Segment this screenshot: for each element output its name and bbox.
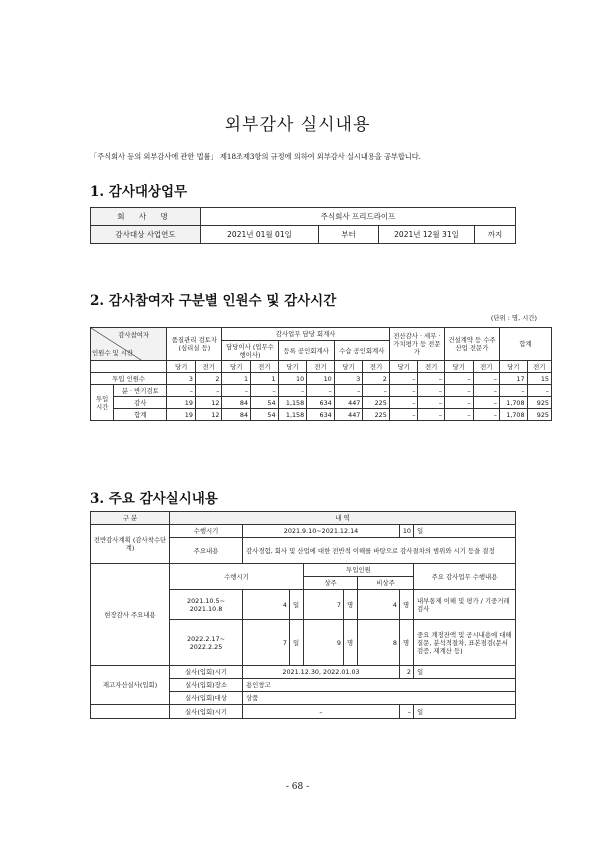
cur-label: 당기 bbox=[389, 361, 418, 373]
person-unit: 명 bbox=[400, 590, 414, 620]
page-number: - 68 - bbox=[285, 782, 310, 792]
field-nonresident: 8 bbox=[358, 620, 400, 666]
field-period: 2022.2.17~ 2022.2.25 bbox=[170, 620, 243, 666]
period-to: 2021년 12월 31일 bbox=[379, 226, 475, 244]
sum-label: 합계 bbox=[114, 409, 167, 421]
sum-value: – bbox=[444, 409, 473, 421]
page-title: 외부감사 실시내용 bbox=[224, 115, 371, 135]
inventory-place: 용인창고 bbox=[243, 679, 516, 692]
day-unit: 일 bbox=[290, 620, 304, 666]
company-label: 회 사 명 bbox=[91, 208, 201, 226]
sum-value: 1,158 bbox=[278, 409, 307, 421]
review-label: 분 · 반기검토 bbox=[114, 385, 167, 397]
headcount-value: – bbox=[473, 373, 499, 385]
financial-time-label: 실사(입회)시기 bbox=[170, 705, 243, 719]
field-staff-label: 투입인원 bbox=[304, 564, 414, 577]
audit-value: 1,158 bbox=[278, 397, 307, 409]
sum-value: 84 bbox=[222, 409, 251, 421]
audit-value: 225 bbox=[363, 397, 389, 409]
prev-label: 전기 bbox=[363, 361, 389, 373]
period-header-row bbox=[91, 361, 552, 373]
audit-value: 19 bbox=[167, 397, 196, 409]
col-category: 구 분 bbox=[91, 512, 170, 525]
cur-label: 당기 bbox=[167, 361, 196, 373]
unit-note: (단위 : 명, 시간) bbox=[490, 314, 537, 322]
table-row bbox=[91, 409, 552, 421]
corner-top: 감사참여자 bbox=[118, 331, 150, 339]
sum-value: 634 bbox=[307, 409, 335, 421]
review-value: – bbox=[444, 385, 473, 397]
headcount-value: 17 bbox=[500, 373, 528, 385]
headcount-value: 1 bbox=[222, 373, 251, 385]
section1-heading: 1. 감사대상업무 bbox=[90, 184, 188, 200]
inventory-target: 상품 bbox=[243, 692, 516, 705]
sum-value: 225 bbox=[363, 409, 389, 421]
company-name: 주식회사 프리드라이프 bbox=[201, 208, 516, 226]
sum-value: 12 bbox=[195, 409, 221, 421]
review-value: – bbox=[500, 385, 528, 397]
headcount-value: 3 bbox=[167, 373, 196, 385]
headcount-value: 10 bbox=[307, 373, 335, 385]
prev-label: 전기 bbox=[307, 361, 335, 373]
trainee-cpa-header: 수습 공인회계사 bbox=[334, 341, 389, 361]
table-row bbox=[91, 397, 552, 409]
audit-value: – bbox=[389, 397, 418, 409]
review-value: – bbox=[167, 385, 196, 397]
field-days: 7 bbox=[243, 620, 290, 666]
person-unit: 명 bbox=[344, 590, 358, 620]
review-value: – bbox=[278, 385, 307, 397]
table-row bbox=[91, 373, 552, 385]
field-period-label: 수행시기 bbox=[170, 564, 304, 590]
inventory-time-label: 실사(입회)시기 bbox=[170, 666, 243, 679]
audit-value: 54 bbox=[251, 397, 279, 409]
audit-value: 1,708 bbox=[500, 397, 528, 409]
section2-heading: 2. 감사참여자 구분별 인원수 및 감사시간 bbox=[90, 293, 337, 309]
headcount-value: – bbox=[444, 373, 473, 385]
registered-cpa-header: 등록 공인회계사 bbox=[278, 341, 334, 361]
person-unit: 명 bbox=[344, 620, 358, 666]
headcount-value: 1 bbox=[251, 373, 279, 385]
field-resident: 9 bbox=[304, 620, 344, 666]
sum-value: 19 bbox=[167, 409, 196, 421]
audit-value: 925 bbox=[527, 397, 551, 409]
cpa-group-header: 감사업무 담당 회계사 bbox=[222, 328, 389, 341]
staff-hours-table bbox=[90, 327, 552, 421]
field-desc: 중요 계정잔액 및 공시내용에 대해 질문, 분석적절차, 표본점검(문서검증, 재계산 등) bbox=[414, 620, 516, 666]
audit-value: 634 bbox=[307, 397, 335, 409]
inventory-days: 2 bbox=[400, 666, 414, 679]
partner-header: 담당이사 (업무수행이사) bbox=[222, 341, 278, 361]
construction-expert-header: 건설계약 등 수주산업 전문가 bbox=[444, 328, 499, 361]
review-value: – bbox=[527, 385, 551, 397]
audit-value: – bbox=[418, 397, 444, 409]
review-value: – bbox=[389, 385, 418, 397]
audit-value: 12 bbox=[195, 397, 221, 409]
quality-header: 품질관리 검토자 (심리실 등) bbox=[167, 328, 222, 361]
headcount-value: 10 bbox=[278, 373, 307, 385]
total-header: 합계 bbox=[500, 328, 552, 361]
cur-label: 당기 bbox=[278, 361, 307, 373]
field-nonresident-label: 비상주 bbox=[358, 577, 414, 590]
headcount-value: 15 bbox=[527, 373, 551, 385]
field-desc: 내부통제 이해 및 평가 / 기중거래 검사 bbox=[414, 590, 516, 620]
inventory-place-label: 실사(입회)장소 bbox=[170, 679, 243, 692]
table-row bbox=[91, 385, 552, 397]
period-header-blank bbox=[91, 361, 167, 373]
inventory-label: 재고자산실사(입회) bbox=[91, 666, 170, 705]
audit-label: 감사 bbox=[114, 397, 167, 409]
main-audit-table bbox=[90, 511, 516, 719]
sum-value: 447 bbox=[334, 409, 363, 421]
headcount-value: – bbox=[389, 373, 418, 385]
audit-value: 84 bbox=[222, 397, 251, 409]
field-resident-label: 상주 bbox=[304, 577, 358, 590]
plan-days: 10 bbox=[400, 525, 414, 538]
field-resident: 7 bbox=[304, 590, 344, 620]
prev-label: 전기 bbox=[527, 361, 551, 373]
field-days: 4 bbox=[243, 590, 290, 620]
inventory-target-label: 실사(입회)대상 bbox=[170, 692, 243, 705]
financial-days: – bbox=[400, 705, 414, 719]
person-unit: 명 bbox=[400, 620, 414, 666]
sum-value: – bbox=[473, 409, 499, 421]
sum-value: – bbox=[418, 409, 444, 421]
sum-value: 1,708 bbox=[500, 409, 528, 421]
prev-label: 전기 bbox=[251, 361, 279, 373]
it-expert-header: 전산감사 · 세무 · 가치평가 등 전문가 bbox=[389, 328, 444, 361]
review-value: – bbox=[334, 385, 363, 397]
field-nonresident: 4 bbox=[358, 590, 400, 620]
field-label: 현장감사 주요내용 bbox=[91, 564, 170, 666]
inventory-time: 2021.12.30, 2022.01.03 bbox=[243, 666, 400, 679]
audit-value: – bbox=[473, 397, 499, 409]
time-label: 투입 시간 bbox=[91, 385, 114, 421]
financial-label-blank bbox=[91, 705, 170, 719]
plan-main-label: 주요내용 bbox=[170, 538, 243, 564]
review-value: – bbox=[222, 385, 251, 397]
day-unit: 일 bbox=[290, 590, 304, 620]
field-main-label: 주요 감사업무 수행내용 bbox=[414, 564, 516, 590]
corner-cell bbox=[91, 328, 167, 361]
prev-label: 전기 bbox=[418, 361, 444, 373]
cur-label: 당기 bbox=[334, 361, 363, 373]
plan-period-label: 수행시기 bbox=[170, 525, 243, 538]
audit-value: – bbox=[444, 397, 473, 409]
field-period: 2021.10.5~ 2021.10.8 bbox=[170, 590, 243, 620]
review-value: – bbox=[251, 385, 279, 397]
headcount-value: 3 bbox=[334, 373, 363, 385]
period-from: 2021년 01월 01일 bbox=[201, 226, 319, 244]
col-content: 내 역 bbox=[170, 512, 516, 525]
day-unit: 일 bbox=[414, 705, 516, 719]
audit-target-table bbox=[90, 207, 516, 244]
sum-value: – bbox=[389, 409, 418, 421]
cur-label: 당기 bbox=[500, 361, 528, 373]
day-unit: 일 bbox=[414, 666, 516, 679]
review-value: – bbox=[418, 385, 444, 397]
cur-label: 당기 bbox=[222, 361, 251, 373]
prev-label: 전기 bbox=[195, 361, 221, 373]
review-value: – bbox=[363, 385, 389, 397]
from-word: 부터 bbox=[319, 226, 379, 244]
day-unit: 일 bbox=[414, 525, 516, 538]
plan-period: 2021.9.10~2021.12.14 bbox=[243, 525, 400, 538]
audit-value: 447 bbox=[334, 397, 363, 409]
corner-bottom: 인원수 및 시간 bbox=[92, 349, 134, 357]
headcount-value: 2 bbox=[195, 373, 221, 385]
section3-heading: 3. 주요 감사실시내용 bbox=[90, 491, 218, 507]
headcount-label: 투입 인원수 bbox=[91, 373, 167, 385]
intro-text: 「주식회사 등의 외부감사에 관한 법률」 제18조제3항의 규정에 의하여 외부감사 실시내용을 공부합니다. bbox=[90, 152, 421, 161]
review-value: – bbox=[307, 385, 335, 397]
financial-time: – bbox=[243, 705, 400, 719]
headcount-value: – bbox=[418, 373, 444, 385]
headcount-value: 2 bbox=[363, 373, 389, 385]
prev-label: 전기 bbox=[473, 361, 499, 373]
review-value: – bbox=[473, 385, 499, 397]
sum-value: 54 bbox=[251, 409, 279, 421]
cur-label: 당기 bbox=[444, 361, 473, 373]
plan-main: 감사경험, 회사 및 산업에 대한 전반적 이해를 바탕으로 감사절차의 범위와 시기 등을 결정 bbox=[243, 538, 516, 564]
review-value: – bbox=[195, 385, 221, 397]
sum-value: 925 bbox=[527, 409, 551, 421]
year-label: 감사대상 사업연도 bbox=[91, 226, 201, 244]
plan-label: 전반감사계획 (감사착수단계) bbox=[91, 525, 170, 564]
to-word: 까지 bbox=[475, 226, 516, 244]
